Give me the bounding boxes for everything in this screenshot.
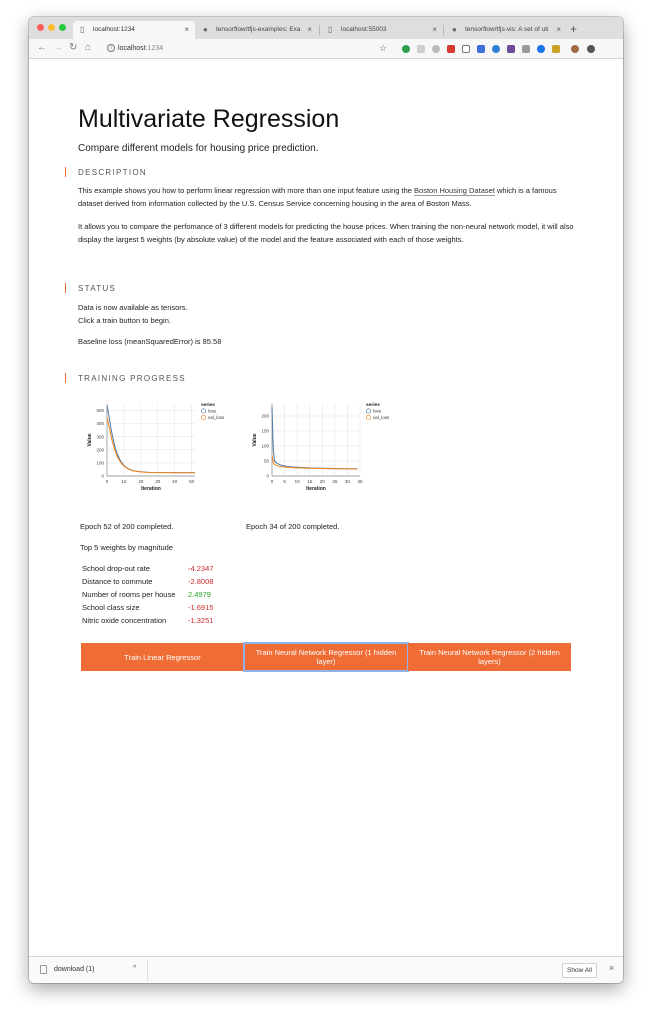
legend-symbol [201, 409, 205, 413]
weights-title: Top 5 weights by magnitude [80, 543, 173, 552]
weight-row [82, 616, 214, 625]
tab-localhost-1234[interactable] [73, 21, 195, 39]
weight-value: -1.3251 [188, 616, 214, 625]
github-icon: ● [452, 25, 457, 34]
url-host: localhost [118, 45, 146, 52]
series-line-val-loss [107, 417, 195, 473]
weight-row [82, 603, 214, 612]
home-icon[interactable]: ⌂ [85, 42, 92, 53]
weight-feature: School drop-out rate [82, 564, 150, 573]
tab-title: tensorflow/tfjs-examples: Exa [216, 26, 301, 33]
weight-value: 2.4979 [188, 590, 211, 599]
x-tick-label: 10 [294, 479, 300, 484]
tab-divider [319, 25, 320, 35]
y-tick-label: 0 [101, 473, 104, 479]
legend-label: val_loss [208, 415, 225, 421]
extension-icon[interactable] [522, 45, 530, 53]
maximize-window-button[interactable] [59, 24, 66, 31]
address-bar[interactable] [104, 41, 394, 56]
nn-loss-chart [245, 396, 395, 521]
description-text: This example shows you how to perform linear regression with more than one input feature using the [78, 186, 415, 195]
weight-feature: Nitric oxide concentration [82, 616, 167, 625]
extension-icon[interactable] [477, 45, 485, 53]
x-tick-label: 25 [332, 479, 338, 484]
x-tick-label: 30 [155, 479, 161, 484]
close-icon[interactable]: × [609, 963, 615, 973]
weight-value: -2.8008 [188, 577, 214, 586]
status-message: Click a train button to begin. [78, 316, 171, 325]
browser-toolbar [29, 39, 623, 59]
page-icon: ▯ [80, 25, 85, 34]
x-tick-label: 35 [357, 479, 363, 484]
close-icon[interactable]: × [556, 25, 561, 34]
tab-title: localhost:55003 [341, 26, 387, 33]
chevron-up-icon[interactable]: ^ [133, 965, 137, 972]
forward-arrow-icon[interactable]: → [53, 42, 63, 53]
back-arrow-icon[interactable]: ← [37, 42, 47, 53]
tab-localhost-55003[interactable] [321, 21, 443, 39]
close-icon[interactable]: × [432, 25, 437, 34]
page-subtitle: Compare different models for housing price prediction. [78, 143, 319, 154]
extension-icon[interactable] [417, 45, 425, 53]
x-tick-label: 5 [283, 479, 286, 484]
y-tick-label: 500 [96, 408, 104, 414]
y-tick-label: 0 [266, 473, 269, 479]
tab-title: localhost:1234 [93, 26, 135, 33]
description-text: which is a famous dataset derived from information collected by the U.S. Census Service concerning housing in the area of Boston Mass. [78, 186, 557, 208]
minimize-window-button[interactable] [48, 24, 55, 31]
linear-loss-chart [80, 396, 230, 521]
weight-feature: Number of rooms per house [82, 590, 176, 599]
weight-value: -1.6915 [188, 603, 214, 612]
download-item[interactable] [37, 963, 147, 978]
download-filename: download (1) [54, 966, 95, 973]
extension-icon[interactable] [507, 45, 515, 53]
legend-symbol [366, 409, 370, 413]
y-tick-label: 300 [96, 434, 104, 440]
new-tab-button[interactable]: + [570, 22, 578, 36]
baseline-loss: Baseline loss (meanSquaredError) is 85.58 [78, 337, 222, 346]
download-bar [29, 956, 623, 983]
bookmark-star-icon[interactable]: ☆ [379, 43, 388, 53]
page-content [29, 60, 623, 956]
legend-label: val_loss [373, 415, 390, 421]
x-tick-label: 40 [172, 479, 178, 484]
weight-feature: Distance to commute [82, 577, 153, 586]
weight-row [82, 564, 214, 573]
x-tick-label: 30 [344, 479, 350, 484]
legend-title: series [366, 403, 380, 408]
y-axis-label: Value [87, 433, 93, 447]
train-nn-1-layer-button[interactable]: Train Neural Network Regressor (1 hidden layer) [244, 643, 408, 671]
extension-icon[interactable] [462, 45, 470, 53]
legend-symbol [366, 415, 370, 419]
show-all-button[interactable]: Show All [562, 963, 597, 978]
boston-housing-link[interactable]: Boston Housing Dataset [414, 186, 495, 195]
reload-icon[interactable]: ↻ [69, 42, 78, 53]
y-axis-label: Value [252, 433, 258, 447]
weight-value: -4.2347 [188, 564, 214, 573]
extension-icon[interactable] [402, 45, 410, 53]
browser-window [29, 17, 623, 983]
y-tick-label: 50 [263, 458, 269, 464]
loss-chart-svg [80, 396, 230, 516]
description-paragraph-1 [78, 185, 578, 210]
extension-icon[interactable] [447, 45, 455, 53]
weight-feature: School class size [82, 603, 140, 612]
legend-title: series [201, 403, 215, 408]
description-paragraph-2: It allows you to compare the perfomance of 3 different models for predicting the house prices. When training the non-neural network model, it will also display the largest 5 weights (by absolute value) of the model and the feature associated with each of those weights. [78, 222, 574, 244]
x-tick-label: 50 [189, 479, 195, 484]
x-tick-label: 20 [138, 479, 144, 484]
close-window-button[interactable] [37, 24, 44, 31]
y-tick-label: 200 [261, 413, 269, 419]
info-icon[interactable]: i [107, 44, 115, 52]
epoch-status-nn: Epoch 34 of 200 completed. [246, 522, 340, 531]
x-axis-label: Iteration [306, 486, 326, 492]
y-tick-label: 150 [261, 428, 269, 434]
legend-symbol [201, 415, 205, 419]
x-tick-label: 10 [121, 479, 127, 484]
page-icon: ▯ [328, 25, 333, 34]
x-tick-label: 0 [270, 479, 274, 484]
status-heading: STATUS [65, 284, 116, 293]
menu-icon[interactable] [587, 45, 595, 53]
status-message: Data is now available as tensors. [78, 303, 188, 312]
divider [147, 960, 148, 981]
close-icon[interactable]: × [184, 25, 189, 34]
y-tick-label: 100 [261, 443, 269, 449]
x-axis-label: Iteration [141, 486, 161, 492]
x-tick-label: 20 [319, 479, 325, 484]
extension-icon[interactable] [492, 45, 500, 53]
train-nn-2-layers-button[interactable]: Train Neural Network Regressor (2 hidden layers) [408, 643, 571, 671]
training-progress-heading: TRAINING PROGRESS [65, 374, 186, 383]
extension-icon[interactable] [432, 45, 440, 53]
weight-row [82, 590, 211, 599]
close-icon[interactable]: × [307, 25, 312, 34]
avatar[interactable] [571, 45, 579, 53]
y-tick-label: 400 [96, 421, 104, 427]
train-linear-button[interactable]: Train Linear Regressor [81, 643, 244, 671]
tab-tfjs-vis[interactable] [445, 21, 567, 39]
tab-tfjs-examples[interactable] [196, 21, 318, 39]
extension-icon[interactable] [552, 45, 560, 53]
y-tick-label: 100 [96, 460, 104, 466]
description-heading: DESCRIPTION [65, 168, 147, 177]
page-title: Multivariate Regression [78, 105, 340, 133]
weight-row [82, 577, 214, 586]
legend-label: loss [208, 408, 217, 414]
url-port: :1234 [145, 45, 164, 52]
tab-strip [29, 17, 623, 39]
x-tick-label: 0 [105, 479, 109, 484]
tab-title: tensorflow/tfjs-vis: A set of uti [465, 26, 549, 33]
extension-icon[interactable] [537, 45, 545, 53]
y-tick-label: 200 [96, 447, 104, 453]
github-icon: ● [203, 25, 208, 34]
legend-label: loss [373, 408, 382, 414]
x-tick-label: 15 [307, 479, 313, 484]
epoch-status-linear: Epoch 52 of 200 completed. [80, 522, 174, 531]
file-icon [40, 965, 47, 974]
loss-chart-svg [245, 396, 395, 516]
tab-divider [443, 25, 444, 35]
